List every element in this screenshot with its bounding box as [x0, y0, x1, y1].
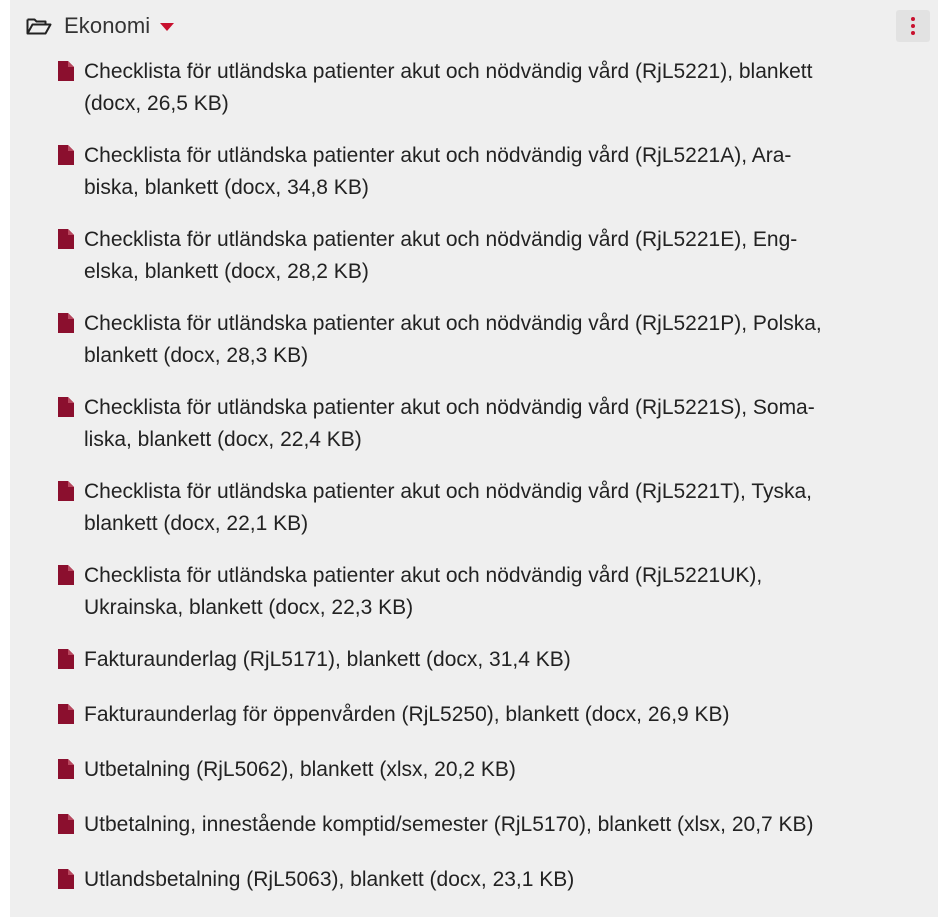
file-list-item — [10, 476, 938, 540]
file-link-line1: Checklista för utländska patienter akut och nödvändig vård (RjL5221T), Tyska, — [84, 480, 813, 503]
caret-down-icon — [160, 23, 174, 31]
file-icon — [58, 481, 74, 501]
file-icon — [58, 397, 74, 417]
file-icon — [58, 869, 74, 889]
file-link-line2: blankett (docx, 28,3 KB) — [84, 344, 309, 367]
file-link-line1: Utbetalning (RjL5062), blankett (xlsx, 20,2 KB) — [84, 758, 516, 781]
file-list — [10, 56, 938, 919]
file-icon — [58, 61, 74, 81]
file-download-link[interactable] — [84, 644, 571, 676]
folder-title: Ekonomi — [64, 13, 151, 38]
file-list-item — [10, 699, 938, 731]
file-icon — [58, 565, 74, 585]
file-link-line1: Checklista för utländska patienter akut och nödvändig vård (RjL5221UK), — [84, 564, 763, 587]
file-list-item — [10, 754, 938, 786]
file-list-item — [10, 140, 938, 204]
file-icon — [58, 649, 74, 669]
file-download-link[interactable] — [84, 56, 812, 120]
file-list-item — [10, 644, 938, 676]
file-icon — [58, 814, 74, 834]
file-link-line2: liska, blankett (docx, 22,4 KB) — [84, 428, 362, 451]
file-download-link[interactable] — [84, 140, 791, 204]
file-link-line1: Checklista för utländska patienter akut och nödvändig vård (RjL5221A), Ara- — [84, 144, 792, 167]
file-list-item — [10, 864, 938, 896]
file-icon — [58, 704, 74, 724]
file-link-line2: elska, blankett (docx, 28,2 KB) — [84, 260, 369, 283]
file-download-link[interactable] — [84, 864, 574, 896]
folder-open-icon — [26, 16, 52, 36]
file-list-item — [10, 809, 938, 841]
file-link-line1: Checklista för utländska patienter akut och nödvändig vård (RjL5221S), Soma- — [84, 396, 815, 419]
file-link-line2: biska, blankett (docx, 34,8 KB) — [84, 176, 369, 199]
file-download-link[interactable] — [84, 308, 822, 372]
kebab-dot — [911, 31, 915, 35]
kebab-dot — [911, 17, 915, 21]
kebab-menu-button[interactable] — [896, 10, 930, 42]
file-list-item — [10, 560, 938, 624]
file-list-item — [10, 392, 938, 456]
file-download-link[interactable] — [84, 560, 762, 624]
folder-toggle[interactable] — [26, 12, 174, 40]
file-icon — [58, 145, 74, 165]
file-link-line1: Checklista för utländska patienter akut och nödvändig vård (RjL5221), blankett — [84, 60, 813, 83]
file-link-line1: Checklista för utländska patienter akut och nödvändig vård (RjL5221P), Polska, — [84, 312, 822, 335]
file-download-link[interactable] — [84, 754, 516, 786]
file-icon — [58, 759, 74, 779]
file-link-line1: Fakturaunderlag för öppenvården (RjL5250), blankett (docx, 26,9 KB) — [84, 703, 730, 726]
kebab-dot — [911, 24, 915, 28]
file-link-line2: Ukrainska, blankett (docx, 22,3 KB) — [84, 596, 414, 619]
file-download-link[interactable] — [84, 809, 814, 841]
file-link-line1: Utbetalning, innestående komptid/semester (RjL5170), blankett (xlsx, 20,7 KB) — [84, 813, 814, 836]
file-download-link[interactable] — [84, 392, 815, 456]
ekonomi-folder-panel — [10, 0, 938, 917]
file-link-line1: Fakturaunderlag (RjL5171), blankett (docx, 31,4 KB) — [84, 648, 571, 671]
file-list-item — [10, 56, 938, 120]
file-link-line1: Utlandsbetalning (RjL5063), blankett (docx, 23,1 KB) — [84, 868, 575, 891]
file-link-line1: Checklista för utländska patienter akut och nödvändig vård (RjL5221E), Eng- — [84, 228, 798, 251]
file-list-item — [10, 308, 938, 372]
file-download-link[interactable] — [84, 699, 730, 731]
file-download-link[interactable] — [84, 224, 797, 288]
file-download-link[interactable] — [84, 476, 812, 540]
file-icon — [58, 313, 74, 333]
file-link-line2: (docx, 26,5 KB) — [84, 92, 229, 115]
file-icon — [58, 229, 74, 249]
file-list-item — [10, 224, 938, 288]
file-link-line2: blankett (docx, 22,1 KB) — [84, 512, 309, 535]
